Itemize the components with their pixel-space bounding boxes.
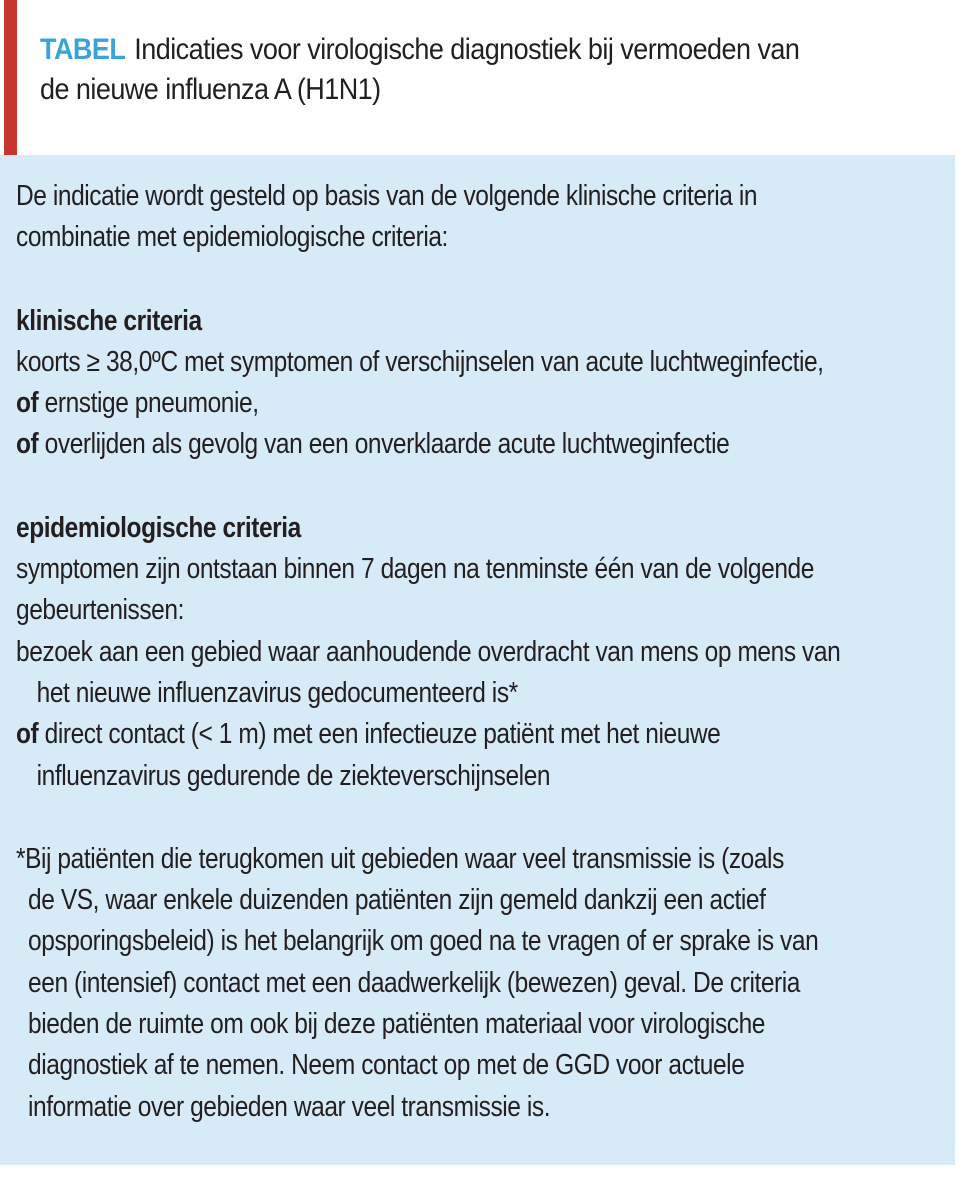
footnote-line: een (intensief) contact met een daadwerkelijk (bewezen) geval. De criteria (28, 966, 801, 999)
or-keyword: of (16, 428, 39, 461)
epi-line-1: symptomen zijn ontstaan binnen 7 dagen na tenminste één van de volgende (16, 553, 814, 586)
accent-bar (4, 0, 17, 155)
table-tag: TABEL (40, 33, 126, 66)
or-keyword: of (16, 718, 39, 751)
footnote-line: informatie over gebieden waar veel transmissie is. (28, 1090, 551, 1123)
epi-line-6: influenzavirus gedurende de ziekteverschijnselen (36, 759, 551, 792)
footnote-line: bieden de ruimte om ook bij deze patiënten materiaal voor virologische (28, 1008, 765, 1041)
epi-line-4: het nieuwe influenzavirus gedocumenteerd is* (36, 676, 518, 709)
clinical-line-2: of ernstige pneumonie, (16, 387, 259, 420)
epidemiological-heading: epidemiologische criteria (16, 511, 301, 544)
footnote-line: opsporingsbeleid) is het belangrijk om goed na te vragen of er sprake is van (28, 925, 819, 958)
intro-line-1: De indicatie wordt gesteld op basis van de volgende klinische criteria in (16, 180, 758, 212)
epi-line-2: gebeurtenissen: (16, 594, 184, 627)
intro-line-2: combinatie met epidemiologische criteria: (16, 221, 448, 254)
clinical-line-3: of overlijden als gevolg van een onverklaarde acute luchtweginfectie (16, 428, 730, 461)
epi-line-3: bezoek aan een gebied waar aanhoudende overdracht van mens op mens van (16, 635, 841, 668)
footnote-line: *Bij patiënten die terugkomen uit gebieden waar veel transmissie is (zoals (16, 842, 784, 875)
or-keyword: of (16, 387, 39, 420)
table-header (0, 0, 959, 155)
table-title (40, 30, 922, 110)
title-line-2: de nieuwe influenza A (H1N1) (40, 73, 381, 106)
clinical-heading: klinische criteria (16, 304, 202, 337)
title-line-1: Indicaties voor virologische diagnostiek bij vermoeden van (134, 33, 800, 66)
footnote-line: diagnostiek af te nemen. Neem contact op met de GGD voor actuele (28, 1049, 745, 1082)
epi-line-5: of direct contact (< 1 m) met een infectieuze patiënt met het nieuwe (16, 718, 721, 751)
table-content (16, 176, 885, 1128)
footnote-line: de VS, waar enkele duizenden patiënten zijn gemeld dankzij een actief (28, 884, 766, 917)
clinical-line-1: koorts ≥ 38,0ºC met symptomen of verschijnselen van acute luchtweginfectie, (16, 345, 824, 378)
